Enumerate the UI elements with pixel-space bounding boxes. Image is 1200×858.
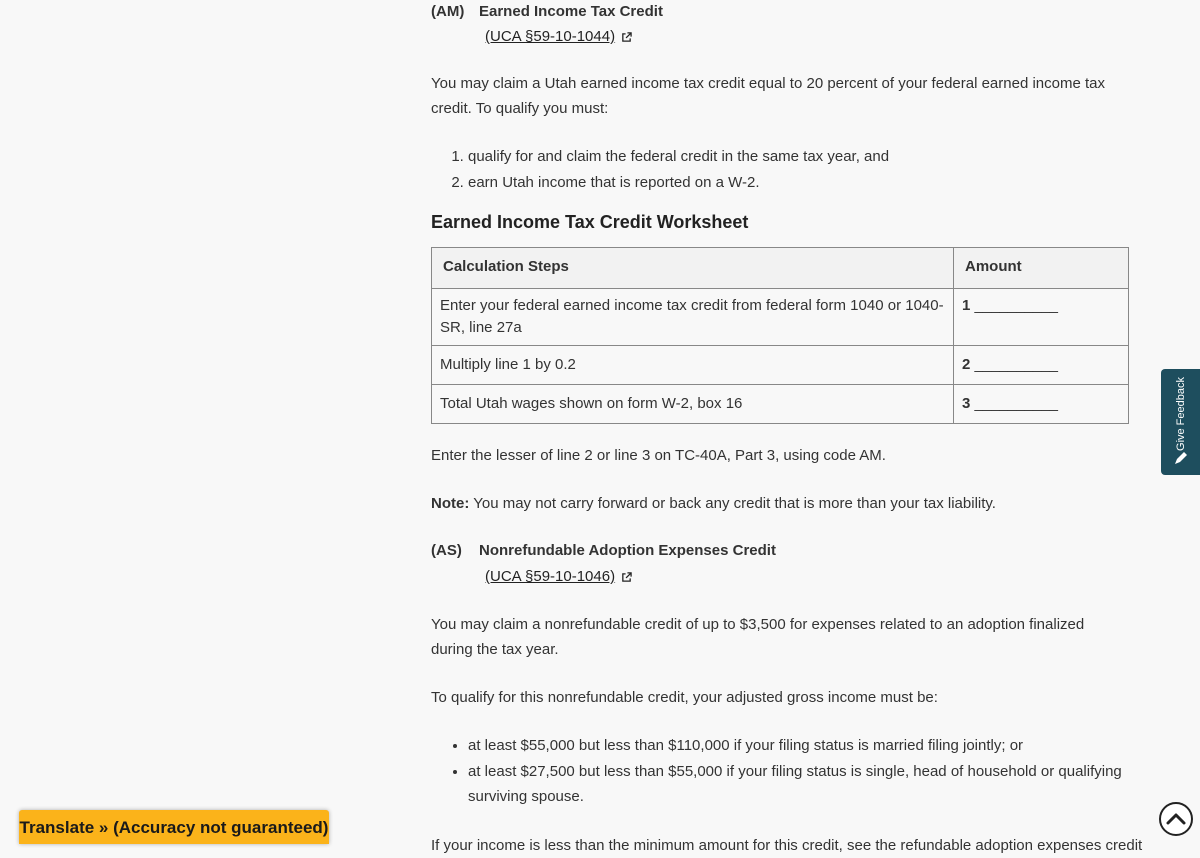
credit-description: You may claim a nonrefundable credit of up to $3,500 for expenses related to an adoption finalized during the tax year. [431, 616, 1085, 658]
table-row [432, 289, 1129, 346]
uca-link[interactable] [485, 564, 632, 590]
table-header-row [432, 248, 1129, 289]
pencil-icon [1174, 451, 1188, 465]
table-row [432, 385, 1129, 424]
list-item: • at least $55,000 but less than $110,000 if your filing status is married filing jointly; or [468, 733, 1128, 759]
uca-link-text: (UCA §59-10-1044) [485, 28, 616, 45]
feedback-label: Give Feedback [1174, 377, 1187, 451]
worksheet-instruction: Enter the lesser of line 2 or line 3 on TC-40A, Part 3, using code AM. [431, 447, 886, 464]
list-item: • at least $27,500 but less than $55,000 if your filing status is single, head of household or qualifying surviving spouse. [468, 759, 1128, 810]
requirements-list [431, 144, 1128, 195]
credit-as-header [431, 539, 1128, 563]
step-cell: Enter your federal earned income tax credit from federal form 1040 or 1040-SR, line 27a [432, 289, 954, 346]
back-to-top-button[interactable] [1159, 802, 1193, 836]
line-number: 2 [962, 356, 971, 373]
table-row [432, 346, 1129, 385]
uca-link-row [431, 24, 1128, 50]
chevron-up-icon [1161, 804, 1191, 834]
amount-blank: __________ [970, 395, 1058, 412]
worksheet-table [431, 247, 1129, 424]
main-content [431, 0, 1143, 858]
uca-link-row [431, 564, 1128, 590]
amount-cell [954, 385, 1129, 424]
column-header: Calculation Steps [432, 248, 954, 289]
translate-button[interactable]: Translate » (Accuracy not guaranteed) [19, 810, 329, 844]
give-feedback-tab[interactable] [1161, 369, 1200, 475]
credit-code: (AM) [431, 3, 465, 20]
credit-code: (AS) [431, 542, 462, 559]
step-cell: Total Utah wages shown on form W-2, box 16 [432, 385, 954, 424]
income-requirements-list [431, 733, 1128, 810]
note-label: Note: [431, 495, 470, 512]
worksheet-heading: Earned Income Tax Credit Worksheet [431, 212, 749, 232]
column-header: Amount [954, 248, 1129, 289]
external-link-icon [621, 572, 632, 583]
note-text: You may not carry forward or back any credit that is more than your tax liability. [469, 495, 996, 512]
credit-title: Nonrefundable Adoption Expenses Credit [479, 542, 776, 559]
line-number: 1 [962, 297, 971, 314]
uca-link[interactable] [485, 24, 632, 50]
amount-cell [954, 346, 1129, 385]
uca-link-text: (UCA §59-10-1046) [485, 568, 616, 585]
line-number: 3 [962, 395, 971, 412]
step-cell: Multiply line 1 by 0.2 [432, 346, 954, 385]
credit-title: Earned Income Tax Credit [479, 3, 663, 20]
list-item: 2. earn Utah income that is reported on a W-2. [468, 170, 1128, 196]
credit-am-header [431, 0, 1128, 24]
amount-blank: __________ [970, 356, 1058, 373]
cutoff-text: If your income is less than the minimum amount for this credit, see the refundable adoption expenses credit [431, 836, 1143, 854]
amount-cell [954, 289, 1129, 346]
external-link-icon [621, 32, 632, 43]
qualify-text: To qualify for this nonrefundable credit, your adjusted gross income must be: [431, 689, 938, 706]
note [431, 491, 1128, 516]
list-item: 1. qualify for and claim the federal credit in the same tax year, and [468, 144, 1128, 170]
credit-description: You may claim a Utah earned income tax credit equal to 20 percent of your federal earned income tax credit. To qualify you must: [431, 75, 1105, 117]
amount-blank: __________ [970, 297, 1058, 314]
